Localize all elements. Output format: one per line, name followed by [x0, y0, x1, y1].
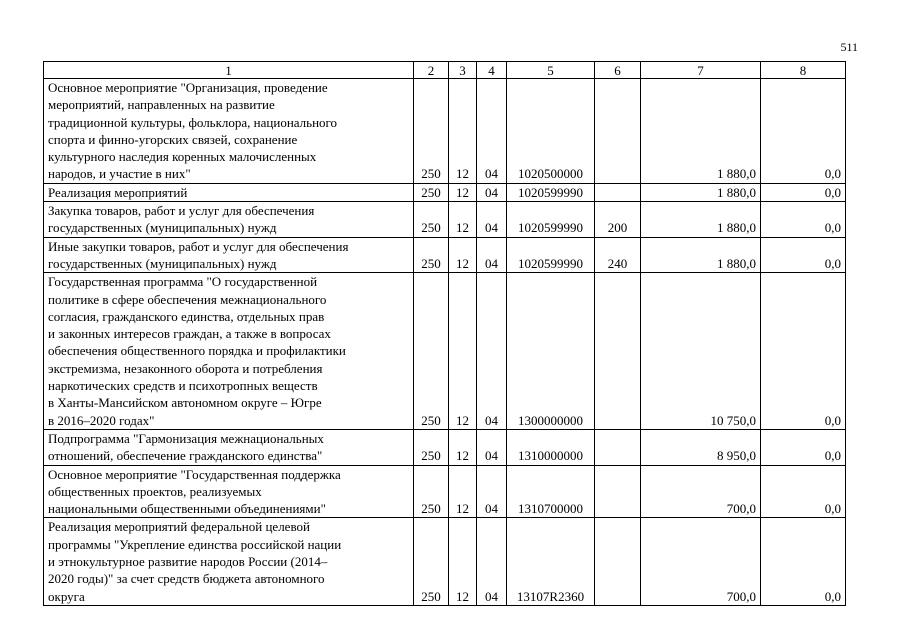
admin-code: 250	[414, 273, 449, 430]
admin-code: 250	[414, 518, 449, 605]
column-number: 8	[761, 62, 846, 79]
item-name	[44, 237, 414, 273]
section-code: 12	[449, 183, 477, 201]
amount: 700,0	[641, 518, 761, 605]
table-row	[44, 465, 846, 518]
amount: 1 880,0	[641, 79, 761, 184]
item-name-line: спорта и финно-угорских связей, сохранение	[48, 131, 298, 147]
item-name-line: в Ханты-Мансийском автономном округе – Югре	[48, 395, 322, 411]
admin-code: 250	[414, 429, 449, 465]
amount: 1 880,0	[641, 183, 761, 201]
amount-federal: 0,0	[761, 429, 846, 465]
item-name-line: согласия, гражданского единства, отдельных прав	[48, 308, 325, 324]
table-row	[44, 183, 846, 201]
item-name-line: культурного наследия коренных малочисленных	[48, 149, 317, 165]
item-name	[44, 273, 414, 430]
column-number: 3	[449, 62, 477, 79]
amount-federal: 0,0	[761, 79, 846, 184]
item-name-line: Реализация мероприятий	[48, 184, 188, 200]
item-name-line: Основное мероприятие "Государственная поддержка	[48, 466, 341, 482]
item-name-line: традиционной культуры, фольклора, национального	[48, 114, 338, 130]
item-name	[44, 429, 414, 465]
admin-code: 250	[414, 183, 449, 201]
expense-type-code	[595, 429, 641, 465]
item-name-line: мероприятий, направленных на развитие	[48, 97, 275, 113]
item-name-line: общественных проектов, реализуемых	[48, 483, 262, 499]
admin-code: 250	[414, 202, 449, 238]
item-name-line: Реализация мероприятий федеральной целевой	[48, 519, 310, 535]
column-number: 5	[507, 62, 595, 79]
item-name-line: народов, и участие в них"	[48, 166, 191, 182]
expense-type-code	[595, 518, 641, 605]
expense-type-code	[595, 273, 641, 430]
amount: 10 750,0	[641, 273, 761, 430]
target-article-code: 1310000000	[507, 429, 595, 465]
amount: 8 950,0	[641, 429, 761, 465]
item-name-line: округа	[48, 588, 85, 604]
item-name-line: Иные закупки товаров, работ и услуг для обеспечения	[48, 238, 349, 254]
item-name-line: государственных (муниципальных) нужд	[48, 255, 277, 271]
subsection-code: 04	[477, 273, 507, 430]
subsection-code: 04	[477, 237, 507, 273]
item-name-line: 2020 годы)" за счет средств бюджета автономного	[48, 571, 325, 587]
item-name-line: и законных интересов граждан, а также в вопросах	[48, 326, 331, 342]
target-article-code: 1020500000	[507, 79, 595, 184]
item-name-line: Закупка товаров, работ и услуг для обеспечения	[48, 203, 315, 219]
column-number-row	[44, 62, 846, 79]
amount-federal: 0,0	[761, 202, 846, 238]
subsection-code: 04	[477, 465, 507, 518]
item-name-line: и этнокультурное развитие народов России (2014–	[48, 554, 328, 570]
table-row	[44, 202, 846, 238]
column-number: 1	[44, 62, 414, 79]
admin-code: 250	[414, 465, 449, 518]
section-code: 12	[449, 518, 477, 605]
amount-federal: 0,0	[761, 518, 846, 605]
subsection-code: 04	[477, 518, 507, 605]
table-row	[44, 518, 846, 605]
admin-code: 250	[414, 79, 449, 184]
admin-code: 250	[414, 237, 449, 273]
amount: 700,0	[641, 465, 761, 518]
item-name	[44, 202, 414, 238]
target-article-code: 1020599990	[507, 237, 595, 273]
subsection-code: 04	[477, 202, 507, 238]
item-name-line: обеспечения общественного порядка и профилактики	[48, 343, 346, 359]
subsection-code: 04	[477, 79, 507, 184]
column-number: 2	[414, 62, 449, 79]
item-name-line: в 2016–2020 годах"	[48, 412, 155, 428]
column-number: 7	[641, 62, 761, 79]
section-code: 12	[449, 465, 477, 518]
amount-federal: 0,0	[761, 183, 846, 201]
table-row	[44, 79, 846, 184]
target-article-code: 1300000000	[507, 273, 595, 430]
expense-type-code	[595, 183, 641, 201]
item-name-line: экстремизма, незаконного оборота и потребления	[48, 360, 323, 376]
table-row	[44, 429, 846, 465]
subsection-code: 04	[477, 183, 507, 201]
item-name	[44, 465, 414, 518]
table-row	[44, 237, 846, 273]
expense-type-code: 200	[595, 202, 641, 238]
item-name-line: Основное мероприятие "Организация, проведение	[48, 80, 328, 95]
section-code: 12	[449, 202, 477, 238]
section-code: 12	[449, 273, 477, 430]
amount: 1 880,0	[641, 237, 761, 273]
section-code: 12	[449, 237, 477, 273]
target-article-code: 1020599990	[507, 202, 595, 238]
item-name	[44, 79, 414, 184]
item-name-line: национальными общественными объединениями"	[48, 501, 326, 517]
page-number: 511	[840, 40, 858, 54]
table-row	[44, 273, 846, 430]
expense-type-code: 240	[595, 237, 641, 273]
item-name-line: программы "Укрепление единства российской нации	[48, 536, 342, 552]
column-number: 6	[595, 62, 641, 79]
amount-federal: 0,0	[761, 465, 846, 518]
target-article-code: 1020599990	[507, 183, 595, 201]
item-name	[44, 183, 414, 201]
column-number: 4	[477, 62, 507, 79]
item-name-line: политике в сфере обеспечения межнационального	[48, 291, 327, 307]
item-name-line: наркотических средств и психотропных веществ	[48, 378, 318, 394]
expense-type-code	[595, 465, 641, 518]
expense-type-code	[595, 79, 641, 184]
item-name-line: Подпрограмма "Гармонизация межнациональных	[48, 430, 324, 446]
item-name-line: отношений, обеспечение гражданского единства"	[48, 448, 323, 464]
item-name-line: государственных (муниципальных) нужд	[48, 220, 277, 236]
budget-table	[43, 61, 846, 606]
target-article-code: 1310700000	[507, 465, 595, 518]
target-article-code: 13107R2360	[507, 518, 595, 605]
section-code: 12	[449, 429, 477, 465]
amount-federal: 0,0	[761, 273, 846, 430]
item-name	[44, 518, 414, 605]
amount-federal: 0,0	[761, 237, 846, 273]
subsection-code: 04	[477, 429, 507, 465]
item-name-line: Государственная программа "О государственной	[48, 274, 318, 290]
amount: 1 880,0	[641, 202, 761, 238]
section-code: 12	[449, 79, 477, 184]
